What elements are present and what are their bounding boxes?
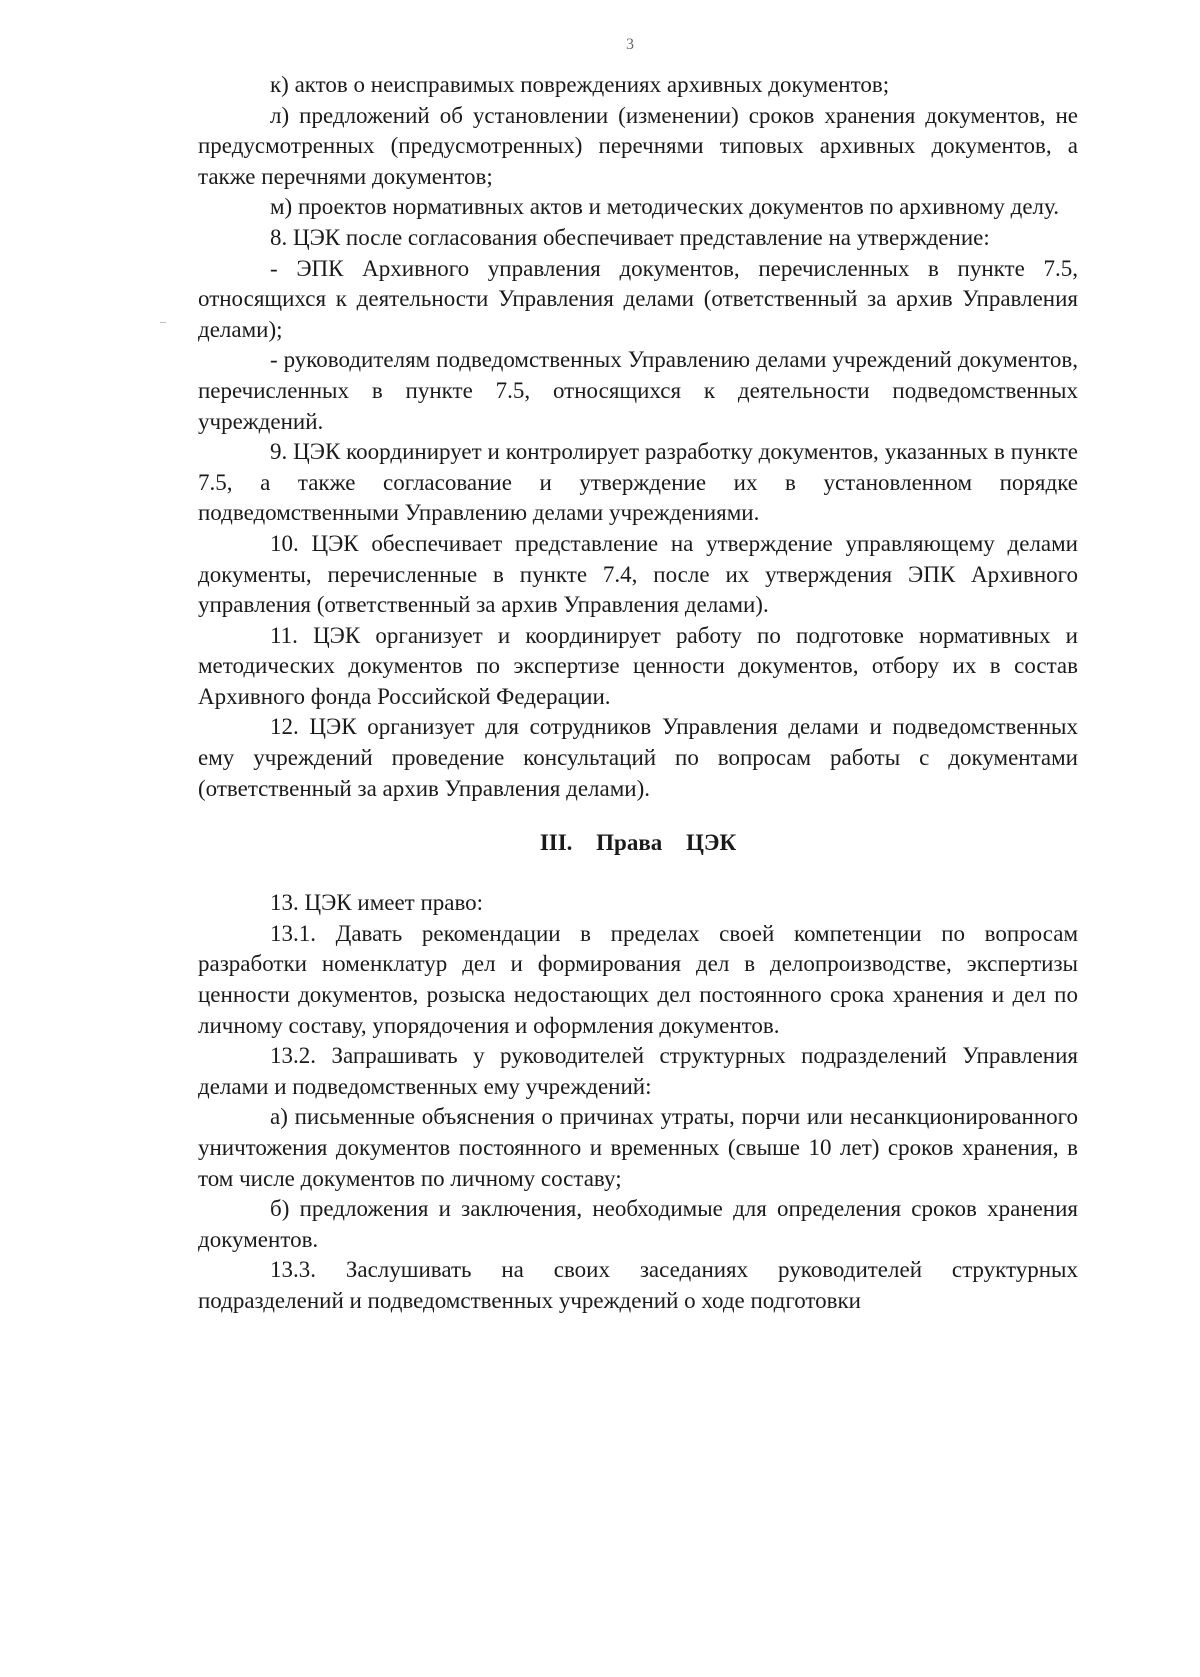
paragraph-13-2-a: а) письменные объяснения о причинах утраты, порчи или несанкционированного уничтожения документов постоянного и временных (свыше 10 лет) сроков хранения, в том числе документов по личному составу;: [198, 1104, 1078, 1191]
paragraph-m: м) проектов нормативных актов и методических документов по архивному делу.: [270, 194, 1059, 220]
paragraph-l: л) предложений об установлении (изменении) сроков хранения документов, не предусмотренных (предусмотренных) перечнями типовых архивных документов, а также перечнями документов;: [198, 102, 1078, 189]
paragraph-13-3: 13.3. Заслушивать на своих заседаниях руководителей структурных подразделений и подведомственных учреждений о ходе подготовки: [198, 1257, 1078, 1313]
paragraph-9: 9. ЦЭК координирует и контролирует разработку документов, указанных в пункте 7.5, а также согласование и утверждение их в установленном порядке подведомственными Управлению делами учреждениями.: [198, 439, 1078, 526]
paragraph-13-2: 13.2. Запрашивать у руководителей структурных подразделений Управления делами и подведомственных ему учреждений:: [198, 1043, 1078, 1099]
page-number: 3: [626, 36, 634, 53]
paragraph-13-1: 13.1. Давать рекомендации в пределах своей компетенции по вопросам разработки номенклатур дел и формирования дел в делопроизводстве, экспертизы ценности документов, розыска недостающих дел постоянного срока хранения и дел по личному составу, упорядочения и оформления документов.: [198, 920, 1078, 1038]
paragraph-8-item-2: - руководителям подведомственных Управлению делами учреждений документов, перечисленных в пункте 7.5, относящихся к деятельности подведомственных учреждений.: [198, 347, 1078, 434]
margin-mark: [160, 322, 166, 323]
paragraph-12: 12. ЦЭК организует для сотрудников Управления делами и подведомственных ему учреждений проведение консультаций по вопросам работы с документами (ответственный за архив Управления делами).: [198, 714, 1078, 801]
paragraph-13-2-b: б) предложения и заключения, необходимые для определения сроков хранения документов.: [198, 1196, 1078, 1252]
document-body: [198, 70, 1078, 1317]
paragraph-k: к) актов о неисправимых повреждениях архивных документов;: [270, 72, 890, 97]
paragraph-10: 10. ЦЭК обеспечивает представление на утверждение управляющему делами документы, перечисленные в пункте 7.4, после их утверждения ЭПК Архивного управления (ответственный за архив Управления делами).: [198, 530, 1078, 618]
paragraph-13: 13. ЦЭК имеет право:: [270, 890, 484, 916]
paragraph-11: 11. ЦЭК организует и координирует работу по подготовке нормативных и методических документов по экспертизе ценности документов, отбору их в состав Архивного фонда Российской Федерации.: [198, 622, 1078, 709]
section-heading: III. Права ЦЭК: [539, 830, 737, 856]
paragraph-8: 8. ЦЭК после согласования обеспечивает представление на утверждение:: [270, 224, 990, 250]
paragraph-8-item-1: - ЭПК Архивного управления документов, перечисленных в пункте 7.5, относящихся к деятельности Управления делами (ответственный за архив Управления делами);: [198, 255, 1078, 342]
